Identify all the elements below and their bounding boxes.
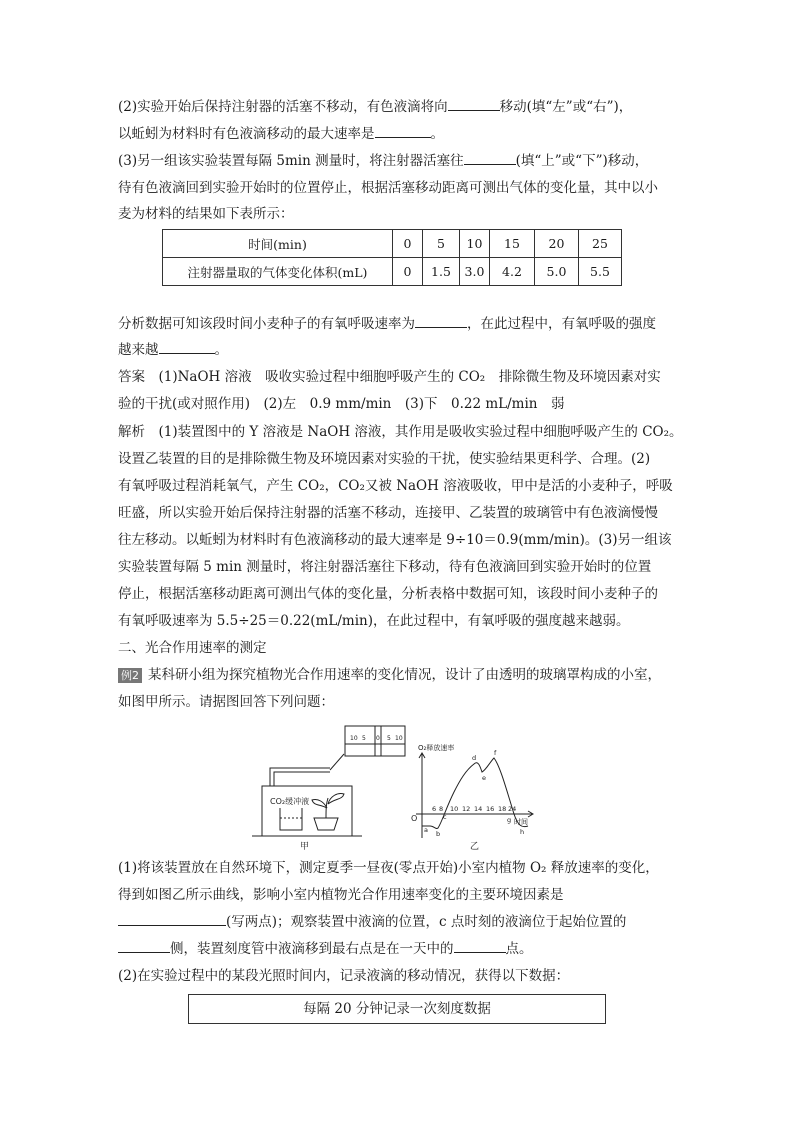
section-heading: 二、光合作用速率的测定	[118, 640, 267, 656]
graph-point: g	[507, 816, 512, 824]
graph-tick: 14	[474, 805, 483, 813]
data-box-header: 每隔 20 分钟记录一次刻度数据	[188, 994, 606, 1024]
graph-tick: 18	[498, 805, 507, 813]
p1-line4: 侧，装置刻度管中液滴移到最右点是在一天中的 点。	[118, 938, 533, 960]
table-cell: 10	[460, 230, 490, 258]
scale-label: 10	[350, 735, 358, 742]
scale-label: 0	[376, 735, 380, 742]
answer-blank[interactable]	[448, 96, 500, 111]
figure-label-yi: 乙	[470, 842, 480, 850]
example-tag: 例2	[118, 668, 142, 683]
apparatus-jia	[252, 726, 405, 836]
graph-tick: 6	[432, 805, 437, 813]
q2-line2: 以蚯蚓为材料时有色液滴移动的最大速率是 。	[118, 123, 444, 145]
graph-origin: O	[411, 814, 418, 823]
explain-line: 往左移动。以蚯蚓为材料时有色液滴移动的最大速率是 9÷10＝0.9(mm/min)。(3)另一组该	[118, 532, 672, 548]
q3-line2: 待有色液滴回到实验开始时的位置停止，根据活塞移动距离可测出气体的变化量，其中以小	[118, 180, 658, 196]
example-line1: 例2 某科研小组为探究植物光合作用速率的变化情况，设计了由透明的玻璃罩构成的小室，	[118, 664, 661, 686]
explain-line: 有氧呼吸过程消耗氧气，产生 CO₂，CO₂又被 NaOH 溶液吸收，甲中是活的小麦种子，呼吸	[118, 478, 673, 494]
table-cell: 5	[423, 230, 460, 258]
answer-blank[interactable]	[415, 313, 467, 328]
graph-tick: 10	[450, 805, 459, 813]
graph-point: d	[472, 754, 477, 762]
table-cell: 0	[393, 230, 423, 258]
table-cell: 3.0	[460, 258, 490, 286]
table-cell: 4.2	[490, 258, 535, 286]
graph-point: e	[482, 774, 486, 782]
table-cell: 20	[535, 230, 579, 258]
analysis-line2: 越来越 。	[118, 339, 228, 361]
graph-tick: 8	[439, 805, 444, 813]
data-table	[162, 229, 622, 286]
p1-line1: (1)将该装置放在自然环境下，测定夏季一昼夜(零点开始)小室内植物 O₂ 释放速率的变化，	[118, 860, 659, 876]
scale-label: 5	[362, 735, 366, 742]
p1-line3: (写两点)；观察装置中液滴的位置，c 点时刻的液滴位于起始位置的	[118, 911, 626, 933]
buffer-label: CO₂缓冲液	[270, 797, 310, 806]
answer-blank[interactable]	[454, 938, 506, 953]
graph-point: a	[424, 826, 428, 834]
table-cell: 15	[490, 230, 535, 258]
explain-line: 实验装置每隔 5 min 测量时，将注射器活塞往下移动，待有色液滴回到实验开始时的位置	[118, 559, 652, 575]
graph-xlabel: 时间	[514, 818, 528, 826]
figure-label-jia: 甲	[300, 842, 310, 850]
answer-line2: 验的干扰(或对照作用) (2)左 0.9 mm/min (3)下 0.22 mL/min 弱	[118, 396, 565, 412]
explain-line: 解析 (1)装置图中的 Y 溶液是 NaOH 溶液，其作用是吸收实验过程中细胞呼吸产生的 CO₂。	[118, 424, 683, 440]
table-cell: 25	[579, 230, 622, 258]
table-cell: 5.5	[579, 258, 622, 286]
explain-line: 停止，根据活塞移动距离可测出气体的变化量，分析表格中数据可知，该段时间小麦种子的	[118, 586, 658, 602]
graph-tick: 16	[486, 805, 495, 813]
scale-label: 10	[395, 735, 403, 742]
answer-blank[interactable]	[118, 938, 170, 953]
answer-blank[interactable]	[464, 150, 516, 165]
p2-line: (2)在实验过程中的某段光照时间内，记录液滴的移动情况，获得以下数据：	[118, 968, 570, 984]
p1-line2: 得到如图乙所示曲线，影响小室内植物光合作用速率变化的主要环境因素是	[118, 887, 564, 903]
table-cell: 5.0	[535, 258, 579, 286]
graph-point: c	[443, 813, 447, 821]
explain-line: 有氧呼吸速率为 5.5÷25＝0.22(mL/min)，在此过程中，有氧呼吸的强度越来越弱。	[118, 613, 630, 629]
graph-point: h	[520, 828, 525, 836]
scale-label: 5	[387, 735, 391, 742]
experiment-figure	[250, 718, 540, 850]
example-line2: 如图甲所示。请据图回答下列问题：	[118, 694, 334, 710]
graph-tick: 12	[462, 805, 471, 813]
graph-ylabel: O₂释放速率	[418, 744, 455, 752]
table-header-cell: 注射器量取的气体变化体积(mL)	[163, 258, 393, 286]
graph-point: b	[436, 830, 441, 838]
q2-line1: (2)实验开始后保持注射器的活塞不移动，有色液滴将向 移动(填“左”或“右”)，	[118, 96, 632, 118]
graph-tick: 24	[508, 805, 517, 813]
q3-line3: 麦为材料的结果如下表所示：	[118, 206, 294, 222]
answer-line1: 答案 (1)NaOH 溶液 吸收实验过程中细胞呼吸产生的 CO₂ 排除微生物及环境因素对实	[118, 369, 661, 385]
table-row	[163, 230, 622, 258]
answer-blank[interactable]	[159, 339, 215, 354]
table-cell: 1.5	[423, 258, 460, 286]
table-cell: 0	[393, 258, 423, 286]
table-header-cell: 时间(min)	[163, 230, 393, 258]
graph-point: f	[494, 749, 497, 757]
answer-blank[interactable]	[375, 123, 431, 138]
explain-line: 旺盛，所以实验开始后保持注射器的活塞不移动，连接甲、乙装置的玻璃管中有色液滴慢慢	[118, 505, 658, 521]
explain-line: 设置乙装置的目的是排除微生物及环境因素对实验的干扰，使实验结果更科学、合理。(2)	[118, 451, 651, 467]
analysis-line1: 分析数据可知该段时间小麦种子的有氧呼吸速率为 ，在此过程中，有氧呼吸的强度	[118, 313, 656, 335]
answer-blank[interactable]	[118, 911, 226, 926]
q3-line1: (3)另一组该实验装置每隔 5min 测量时，将注射器活塞往 (填“上”或“下”)移动，	[118, 150, 648, 172]
table-row	[163, 258, 622, 286]
